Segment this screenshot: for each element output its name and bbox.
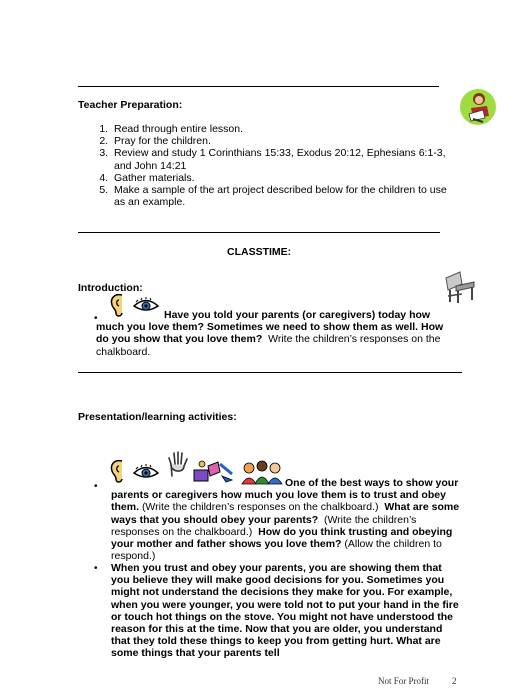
presentation-heading: Presentation/learning activities: bbox=[78, 411, 237, 423]
presentation-paragraph-1 bbox=[111, 477, 461, 562]
hand-icon bbox=[166, 450, 190, 478]
section-divider bbox=[78, 372, 462, 373]
list-item: 3. Review and study 1 Corinthians 15:33, Exodus 20:12, Ephesians 6:1-3, and John 14:21 bbox=[111, 147, 456, 171]
intro-question: Have you told your parents (or caregivers) today how much you love them? Sometimes we need to show them as well. How do you show that you love them? bbox=[96, 309, 444, 346]
paragraph-text: (Write the children’s responses on the chalkboard.) bbox=[111, 513, 417, 538]
school-desk-icon bbox=[442, 270, 478, 304]
presentation-paragraph-2: When you trust and obey your parents, you are showing them that you believe they will make good decisions for you. Sometimes you might not understand the decisions they make for you. For example, when you were younger, you were told not to put your hand in the fire or touch hot things on the stove. You might not have understood the reason for this at the time. Now that you are older, you understand that they told these things to keep you from getting hurt. What are some things that your parents tell bbox=[111, 562, 459, 660]
paragraph-text: What are some ways that you should obey your parents? bbox=[111, 501, 460, 526]
footer-text: Not For Profit bbox=[378, 676, 430, 686]
list-item: 2. Pray for the children. bbox=[111, 135, 456, 147]
list-item: 5. Make a sample of the art project described below for the children to use as an example. bbox=[111, 184, 456, 208]
teacher-prep-list bbox=[96, 123, 456, 208]
teacher-prep-heading: Teacher Preparation: bbox=[78, 99, 183, 111]
paragraph-text: How do you think trusting and obeying your mother and father shows you love them? bbox=[111, 525, 453, 551]
paragraph-text: (Allow the children to respond.) bbox=[111, 538, 442, 563]
section-divider bbox=[78, 232, 440, 233]
intro-paragraph bbox=[96, 309, 446, 358]
intro-instruction: Write the children’s responses on the chalkboard. bbox=[96, 333, 441, 358]
classtime-heading: CLASSTIME: bbox=[227, 246, 292, 258]
paragraph-text: One of the best ways to show your parents or caregivers how much you love them is to trust and obey them. bbox=[111, 477, 459, 514]
page-number: 2 bbox=[452, 676, 457, 686]
introduction-heading: Introduction: bbox=[78, 282, 143, 294]
list-item: 4. Gather materials. bbox=[111, 172, 456, 184]
top-divider bbox=[78, 86, 439, 87]
list-item: 1. Read through entire lesson. bbox=[111, 123, 456, 135]
reading-child-icon bbox=[459, 88, 497, 126]
presentation-bullet: • bbox=[94, 481, 98, 492]
presentation-bullet: • bbox=[94, 563, 98, 574]
intro-bullet: • bbox=[94, 313, 98, 324]
paragraph-text: (Write the children’s responses on the chalkboard.) bbox=[141, 501, 379, 514]
